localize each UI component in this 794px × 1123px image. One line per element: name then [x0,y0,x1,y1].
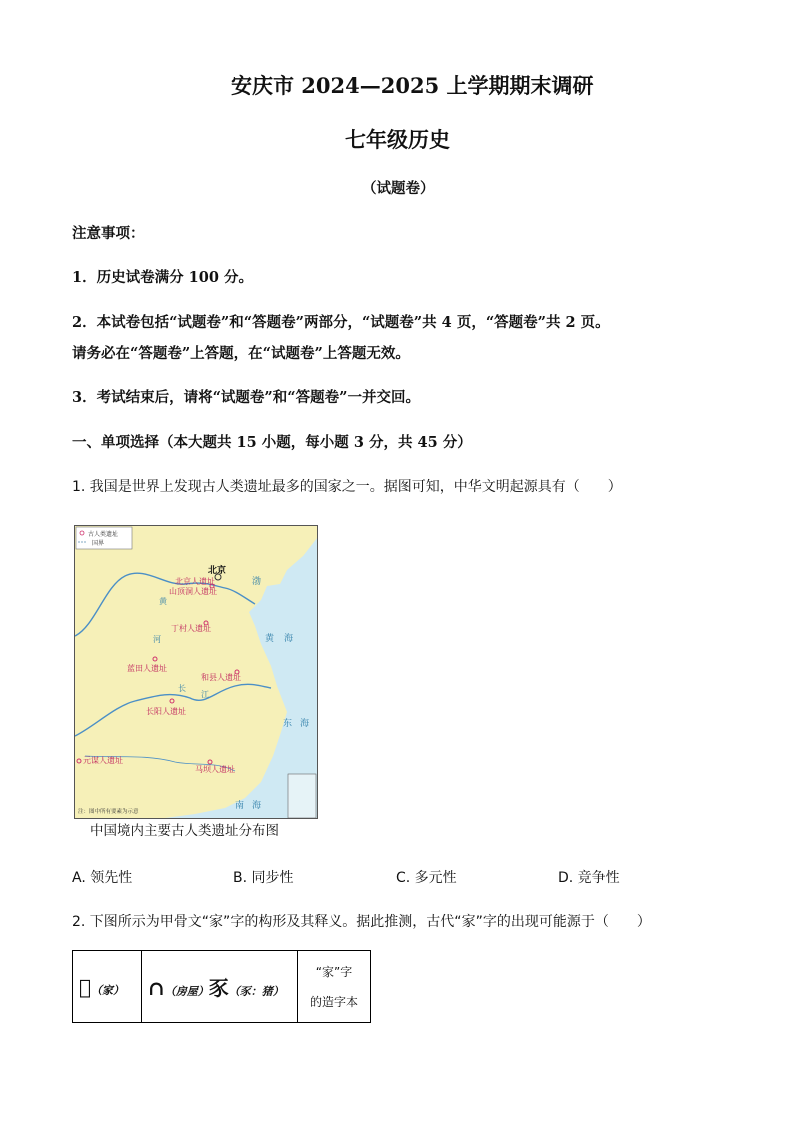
site-label-beijingren: 北京人遗址 [175,577,215,586]
map-note: 注：图中所有要素为示意 [78,809,139,815]
sea-label-yellow: 黄海 [265,634,304,644]
sea-label-south: 南海 [235,801,270,811]
site-label-changyang: 长阳人遗址 [146,707,186,716]
site-label-lantian: 蓝田人遗址 [127,664,167,673]
site-label-hexian: 和县人遗址 [201,673,241,682]
map-caption: 中国境内主要古人类遗址分布图 [90,823,279,839]
paper-type-label: （试题卷） [362,180,435,197]
section-1-heading: 一、单项选择（本大题共 15 小题，每小题 3 分，共 45 分） [72,434,472,451]
oracle-jia-label: （家） [91,983,125,997]
ancient-sites-map [74,525,318,819]
notes-heading: 注意事项： [72,225,145,242]
river-label-chang: 长 [178,684,186,693]
oracle-jia-cell [73,951,142,1023]
river-label-jiang: 江 [201,690,209,699]
q1-option-c: C. 多元性 [396,870,457,886]
oracle-jia-table [72,950,371,1023]
sea-label-east: 东海 [283,719,318,729]
q1-option-b: B. 同步性 [233,870,294,886]
beijing-label: 北京 [208,566,227,576]
site-label-dingcun: 丁村人遗址 [171,624,211,633]
site-label-shandingdong: 山顶洞人遗址 [169,587,217,596]
notes-item-2-line-1: 2．本试卷包括“试题卷”和“答题卷”两部分，“试题卷”共 4 页，“答题卷”共 2 页。 [72,314,610,331]
question-1-stem: 1. 我国是世界上发现古人类遗址最多的国家之一。据图可知，中华文明起源具有（ ） [72,479,622,495]
site-label-maba: 马坝人遗址 [195,765,235,774]
river-label-he: 河 [153,635,161,644]
q1-option-a: A. 领先性 [72,870,133,886]
oracle-jia-glyph: 𡧊 [79,974,92,999]
oracle-pig-label: （豕：猪） [228,985,284,998]
notes-item-2-line-2: 请务必在“答题卷”上答题，在“试题卷”上答题无效。 [72,345,410,362]
legend-site-label: 古人类遗址 [88,531,119,538]
q1-option-d: D. 竞争性 [558,870,620,886]
oracle-parts-cell [142,951,298,1023]
notes-item-3: 3．考试结束后，请将“试题卷”和“答题卷”一并交回。 [72,389,420,406]
oracle-roof-label: （房屋） [164,985,209,998]
oracle-meaning-line-1: “家”字 [315,964,353,979]
notes-item-1: 1．历史试卷满分 100 分。 [72,269,253,286]
exam-title: 安庆市 2024—2025 上学期期末调研 [231,73,594,98]
oracle-meaning-cell [298,951,371,1023]
legend-border-label: 国界 [92,540,105,547]
question-2-stem: 2. 下图所示为甲骨文“家”字的构形及其释义。据此推测，古代“家”字的出现可能源于（ ） [72,914,651,930]
sea-label-bo: 渤 [252,577,262,587]
site-label-yuanmou: 元谋人遗址 [83,756,123,765]
oracle-roof-glyph: ∩ [148,976,165,1000]
oracle-meaning-line-2: 的造字本 [309,994,358,1009]
river-label-huang: 黄 [159,597,167,606]
oracle-pig-glyph: 豕 [208,976,229,1000]
exam-subject: 七年级历史 [345,127,450,152]
